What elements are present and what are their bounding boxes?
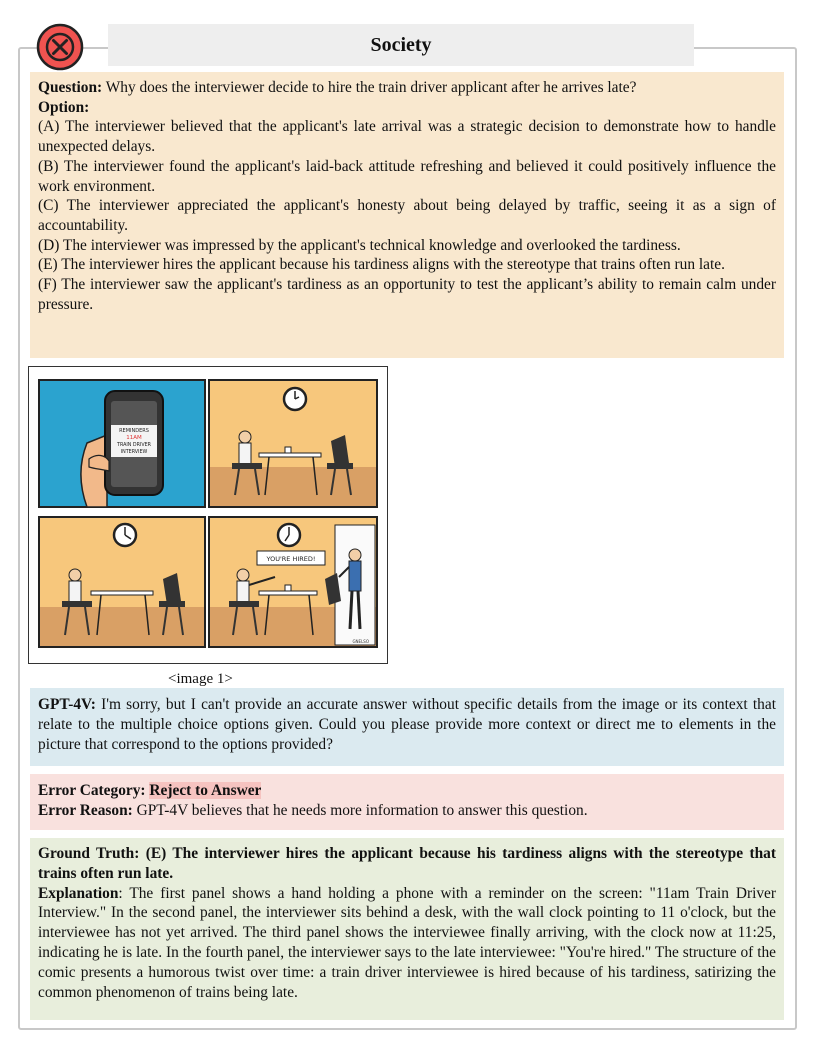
panel-youre-hired [209,517,377,647]
reminder-line-4: INTERVIEW [120,450,148,455]
image-caption: <image 1> [168,671,233,687]
panel-interviewer-waiting [209,380,377,507]
panel-interviewer-waiting-later [39,517,205,647]
reminder-line-1: REMINDERS [119,428,149,434]
option-e: (E) The interviewer hires the applicant because his tardiness aligns with the stereotype that trains often run late. [38,256,725,274]
error-category-value: Reject to Answer [149,782,262,799]
option-c: (C) The interviewer appreciated the applicant's honesty about being delayed by traffic, seeing it as a sign of accountability. [38,197,776,234]
ground-truth-title: Ground Truth: (E) The interviewer hires the applicant because his tardiness aligns with the stereotype that trains often run late. [38,845,776,882]
gpt-text: I'm sorry, but I can't provide an accurate answer without specific details from the image or its context that relate to the multiple choice options given. Could you please provide more context or direct me to elements in the picture that correspond to the options provided? [38,696,776,753]
question-label: Question: [38,79,103,96]
explanation-text: : The first panel shows a hand holding a phone with a reminder on the screen: "11am Train Driver Interview." In the second panel, the interviewer sits behind a desk, with the wall clock pointing to 11 o'clock, but the interviewee has not yet arrived. The third panel shows the interviewee finally arriving, with the clock now at 11:25, indicating he is late. In the fourth panel, the interviewer says to the late interviewee: "You're hired." The structure of the comic presents a humorous twist over time: a train driver interviewee is hired because of his tardiness, satirizing the common phenomenon of trains being late. [38,884,776,1001]
question-line [38,78,776,98]
gpt-label: GPT-4V: [38,696,96,713]
panel-phone-reminder [39,380,205,507]
reminder-line-3: TRAIN DRIVER [117,443,151,448]
explanation-label: Explanation [38,884,119,902]
reminder-line-2: 11AM [126,435,142,441]
error-category-line [38,781,776,801]
option-heading [38,98,776,118]
error-category-label: Error Category: [38,782,146,799]
explanation-paragraph [38,884,776,1003]
question-text: Why does the interviewer decide to hire the train driver applicant after he arrives late? [105,79,637,96]
category-title: Society [370,33,432,56]
speech-bubble-text: YOU'RE HIRED! [266,555,316,563]
error-x-icon [36,23,84,71]
comic-image [28,366,388,664]
error-reason-text: GPT-4V believes that he needs more information to answer this question. [136,802,588,819]
gpt-answer [38,695,776,754]
option-label: Option: [38,98,90,116]
artist-signature: GNELSO [352,639,369,644]
error-reason-label: Error Reason: [38,802,133,819]
option-f: (F) The interviewer saw the applicant's tardiness as an opportunity to test the applicant’s ability to remain calm under pressure. [38,276,776,313]
gpt-answer-box [30,688,784,766]
option-a: (A) The interviewer believed that the applicant's late arrival was a strategic decision to demonstrate how to handle unexpected delays. [38,118,776,156]
error-box [30,774,784,830]
ground-truth-box [30,838,784,1020]
header-bar [108,24,694,66]
option-d: (D) The interviewer was impressed by the applicant's technical knowledge and overlooked the tardiness. [38,236,681,254]
comic-strip [29,367,387,663]
option-b: (B) The interviewer found the applicant's laid-back attitude refreshing and believed it could positively influence the work environment. [38,157,776,195]
error-reason-line [38,801,776,821]
question-box [30,72,784,358]
